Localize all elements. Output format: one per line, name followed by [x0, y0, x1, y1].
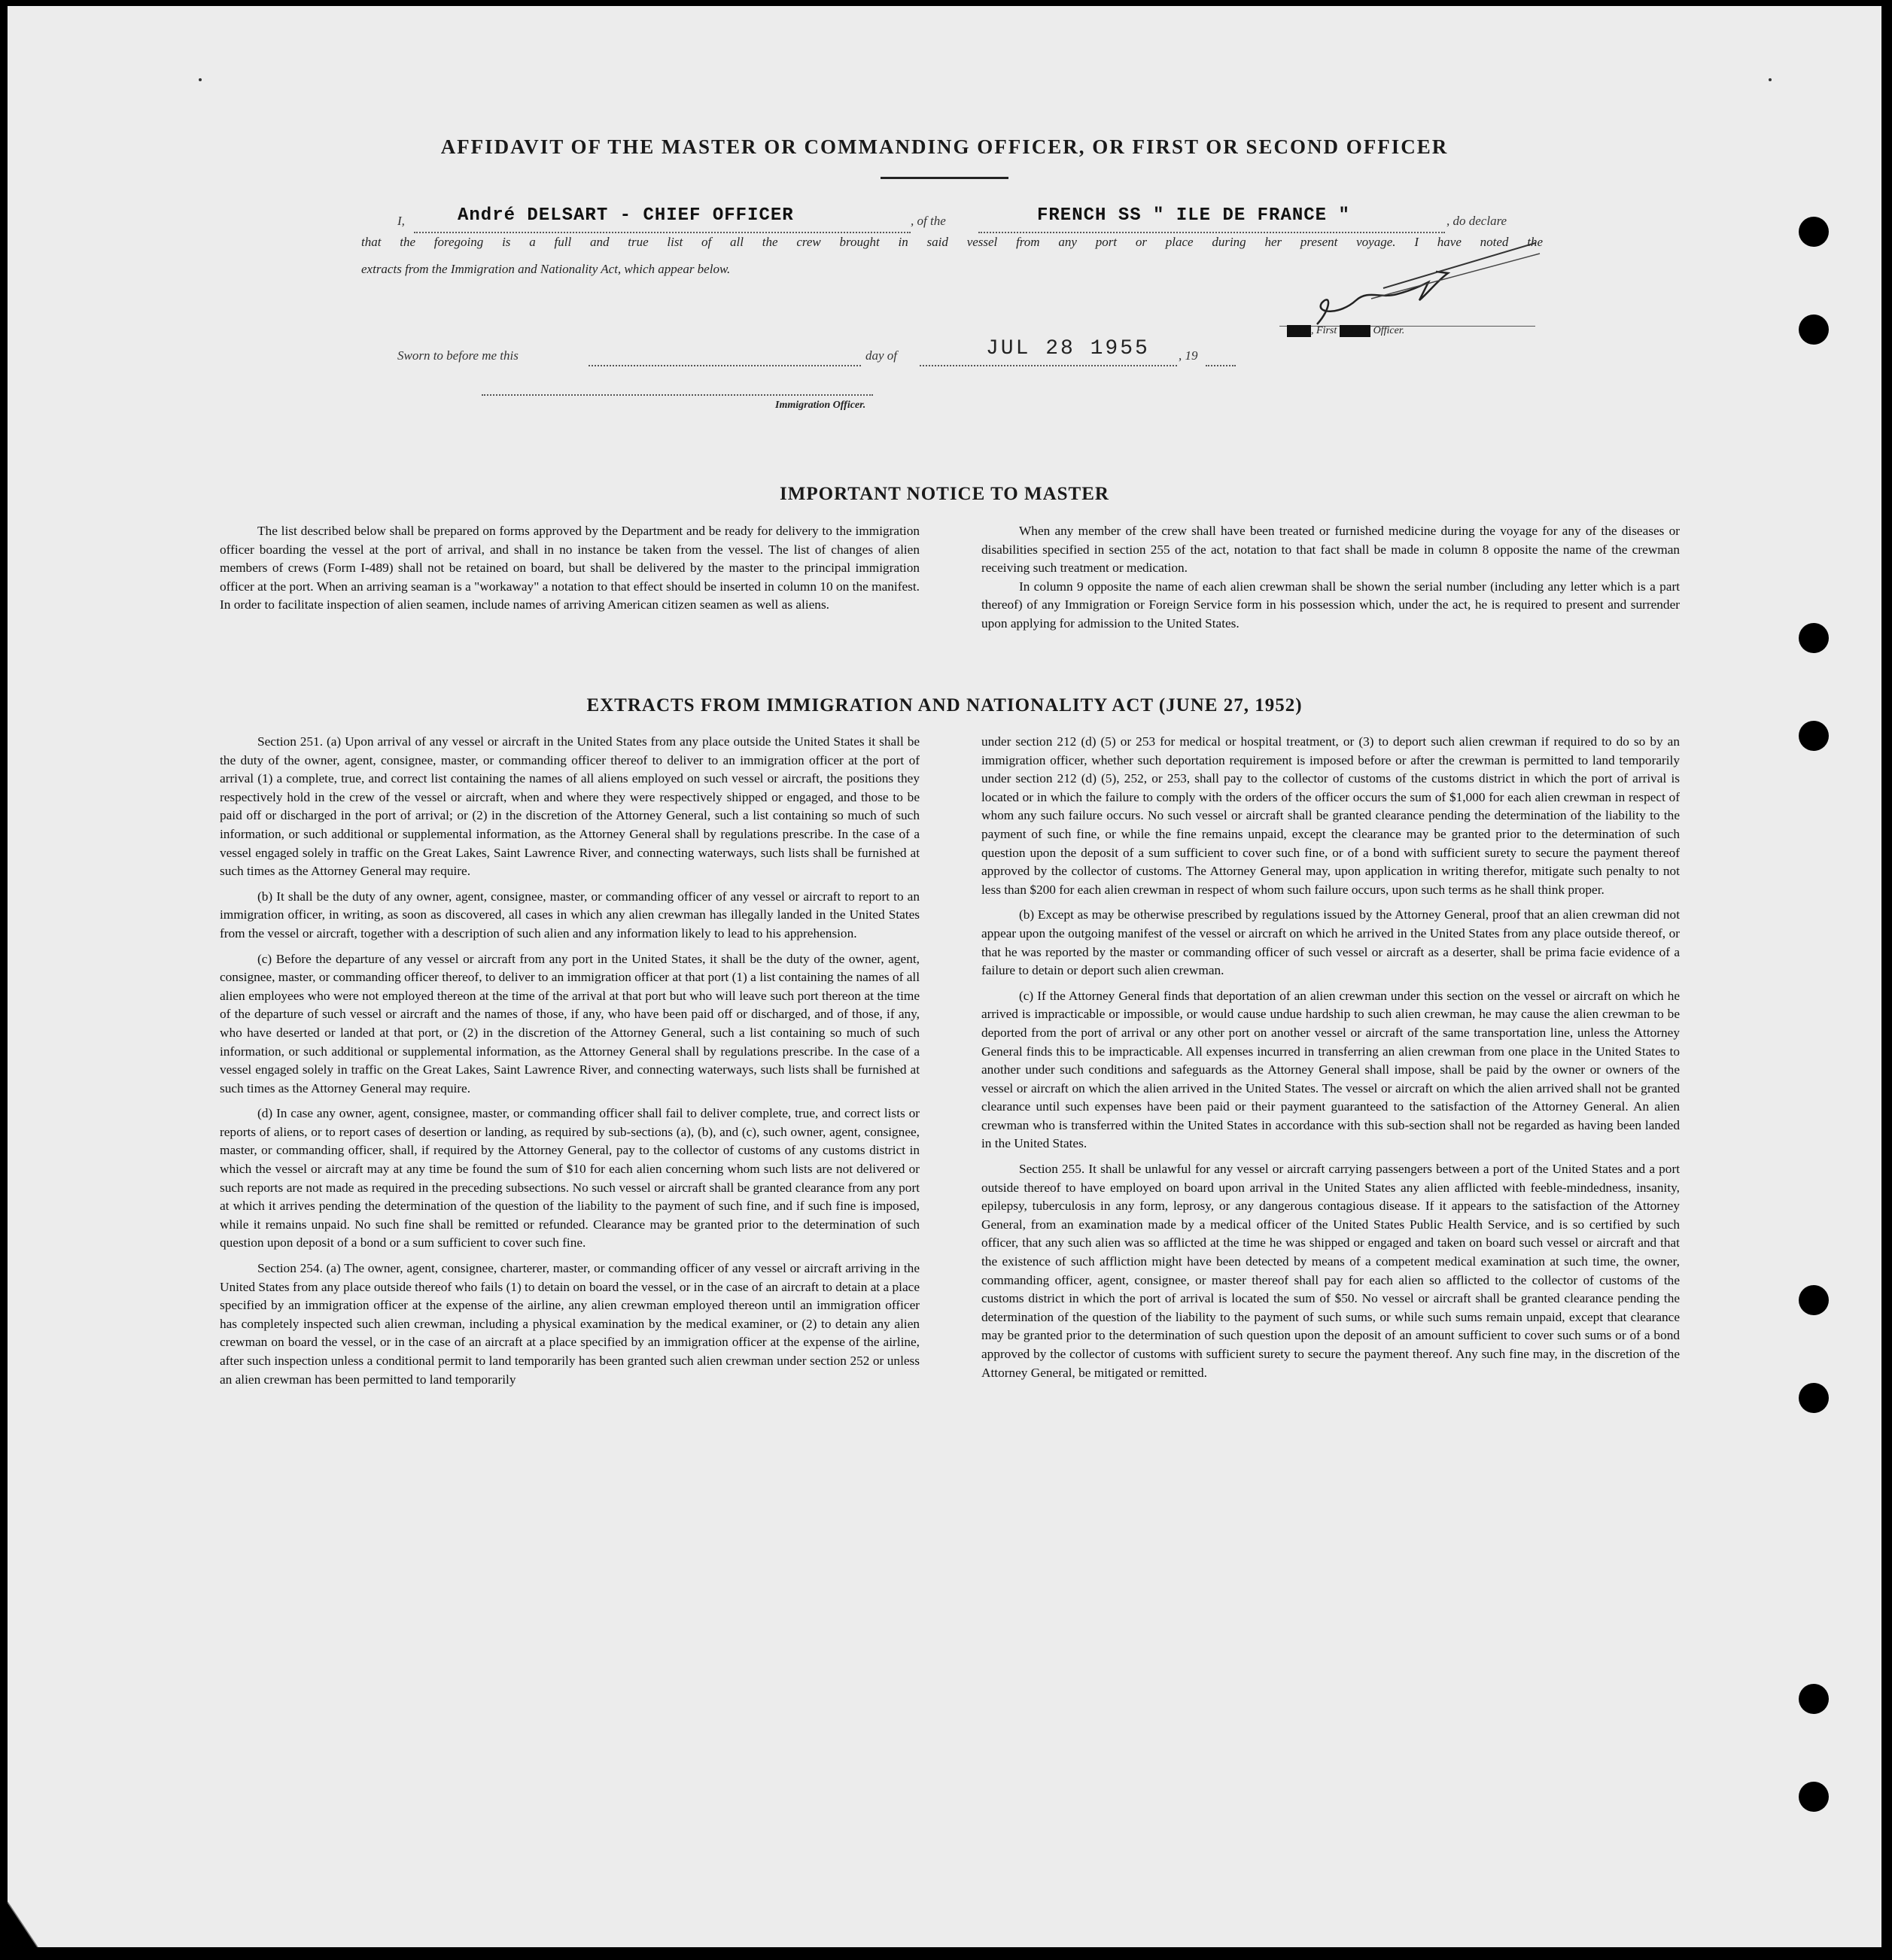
label-officer: Officer. — [1373, 325, 1405, 336]
notice-paragraph: When any member of the crew shall have been treated or furnished medicine during the voyage for any of the diseases or disabilities specified in section 255 of the act, notation to that fact shall be made in column 8 opposite the name of the crewman receiving such treatment or medication. — [981, 524, 1680, 576]
immigration-officer-label: Immigration Officer. — [775, 400, 866, 411]
binder-hole — [1799, 1782, 1829, 1812]
label-do-declare: , do declare — [1446, 214, 1507, 228]
section-251d: (d) In case any owner, agent, consignee, master, or commanding officer shall fail to deliver complete, true, and correct lists or reports of aliens, or to report cases of desertion or landing, as required by sub-sections (a), (b), and (c), such owner, agent, consignee, master, or commanding officer, shall, if required by the Attorney General, pay to the collector of customs of any customs district in which the vessel or aircraft may at any time be found the sum of $10 for each alien concerning whom such lists are not delivered or such reports are not made as required in the preceding subsections. No such vessel or aircraft shall be granted clearance from any port at which it arrives pending the determination of the question of the liability to the payment of such fine, and if such fine is imposed, while it remains unpaid. No such fine shall be remitted or refunded. Clearance may be granted prior to the determination of such question upon deposit of a bond or a sum sufficient to cover such fine. — [220, 1106, 920, 1250]
declaration-line-1: that the foregoing is a full and true list of all the crew brought in said vessel from any port or place during her present voyage. I have noted the — [361, 235, 1543, 249]
page-corner-fold — [8, 1887, 98, 1947]
sworn-day-line — [589, 365, 861, 366]
section-254c: (c) If the Attorney General finds that deportation of an alien crewman under this section on the vessel or aircraft on which he arrived is impracticable or impossible, or would cause undue hardship to such alien crewman, he may cause the alien crewman to be deported from the port of arrival or any other port on another vessel or aircraft of the same transportation line, unless the Attorney General finds this to be impracticable. All expenses incurred in transferring an alien crewman from one place in the United States to another under such conditions and safeguards as the Attorney General shall impose, shall be paid by the owner or owners of the vessel or aircraft on which the alien arrived in the United States. The vessel or aircraft on which the alien arrived shall not be granted clearance until such expenses have been paid or their payment guaranteed to the satisfaction of the Attorney General. An alien crewman who is transferred within the United States in accordance with this sub-section shall not be regarded as having been landed in the United States. — [981, 988, 1680, 1151]
label-first: , First — [1311, 325, 1337, 336]
date-line — [920, 365, 1177, 366]
sworn-label: Sworn to before me this — [397, 348, 519, 363]
corner-mark — [199, 78, 202, 81]
notice-left-column — [220, 522, 920, 621]
binder-hole — [1799, 1684, 1829, 1714]
extracts-right-column — [981, 733, 1680, 1389]
signature — [1287, 236, 1558, 333]
day-of-label: day of — [865, 348, 898, 363]
section-251a: Section 251. (a) Upon arrival of any vessel or aircraft in the United States from any place outside the United States it shall be the duty of the owner, agent, consignee, master, or commanding officer thereof to deliver to an immigration officer at the port of arrival (1) a complete, true, and correct list containing the names of all aliens employed on such vessel or aircraft, the positions they respectively hold in the crew of the vessel or aircraft, when and where they were respectively shipped or engaged, and those to be paid off or discharged in the port of arrival; or (2) in the discretion of the Attorney General, such a list containing so much of such information, or such additional or supplemental information, as the Attorney General shall by regulations prescribe. In the case of a vessel engaged solely in traffic on the Great Lakes, Saint Lawrence River, and connecting waterways, such lists shall be furnished at such times as the Attorney General may require. — [220, 734, 920, 879]
notice-paragraph: In column 9 opposite the name of each alien crewman shall be shown the serial number (including any letter which is a part thereof) of any Immigration or Foreign Service form in his possession which, under the act, he is required to present and surrender upon applying for admission to the United States. — [981, 579, 1680, 631]
binder-hole — [1799, 1285, 1829, 1315]
section-251b: (b) It shall be the duty of any owner, agent, consignee, master, or commanding officer of any vessel or aircraft to report to an immigration officer, in writing, as soon as discovered, all cases in which any alien crewman has illegally landed in the United States from the vessel or aircraft, together with a description of such alien and any information likely to lead to his apprehension. — [220, 889, 920, 940]
binder-hole — [1799, 623, 1829, 653]
notice-title: IMPORTANT NOTICE TO MASTER — [780, 484, 1109, 504]
binder-hole — [1799, 721, 1829, 751]
section-251c: (c) Before the departure of any vessel or aircraft from any port in the United States, it shall be the duty of the owner, agent, consignee, master, or commanding officer thereof, to deliver to an immigration officer at that port (1) a list containing the names of all alien employees who were not employed thereon at the time of the arrival at that port but who will leave such port thereon at the time of the departure of such vessel or aircraft and the names of those, if any, who have been paid off or discharged, and of those, if any, who have deserted or landed at that port, or (2) in the discretion of the Attorney General, such a list containing so much of such information, or such additional or supplemental information, as the Attorney General shall by regulations prescribe. In the case of a vessel engaged solely in traffic on the Great Lakes, Saint Lawrence River, and connecting waterways, such lists shall be furnished at such times as the Attorney General may require. — [220, 951, 920, 1095]
notice-right-column — [981, 522, 1680, 640]
officer-name: André DELSART - CHIEF OFFICER — [458, 205, 794, 226]
binder-hole — [1799, 315, 1829, 345]
label-i: I, — [397, 214, 405, 228]
binder-hole — [1799, 1383, 1829, 1413]
immigration-officer-line — [482, 394, 873, 396]
date-stamp: JUL 28 1955 — [986, 337, 1150, 360]
title-divider — [881, 177, 1008, 179]
extracts-title: EXTRACTS FROM IMMIGRATION AND NATIONALITY ACT (JUNE 27, 1952) — [586, 695, 1303, 716]
notice-paragraph: The list described below shall be prepared on forms approved by the Department and be ready for delivery to the immigration officer boarding the vessel at the port of arrival, and shall in no instance be taken from the vessel. The list of changes of alien members of crews (Form I-489) shall not be retained on board, but shall be delivered by the master to the principal immigration officer at the port. When an arriving seaman is a "workaway" a notation to that effect should be inserted in column 10 on the manifest. In order to facilitate inspection of alien seamen, include names of arriving American citizen seamen as well as aliens. — [220, 524, 920, 612]
corner-mark — [1769, 78, 1772, 81]
document-page — [8, 6, 1881, 1947]
signature-caption — [1287, 325, 1404, 337]
vessel-name: FRENCH SS " ILE DE FRANCE " — [1037, 205, 1350, 226]
year-label: , 19 — [1179, 348, 1198, 363]
redacted-mark: XXX — [1288, 325, 1310, 336]
affidavit-title: AFFIDAVIT OF THE MASTER OR COMMANDING OFFICER, OR FIRST OR SECOND OFFICER — [440, 135, 1449, 158]
redacted-mark: XXXX — [1340, 325, 1370, 336]
section-254b: (b) Except as may be otherwise prescribed by regulations issued by the Attorney General, proof that an alien crewman did not appear upon the outgoing manifest of the vessel or aircraft on which he arrived in the United States from any place outside thereof, or that he was reported by the master or commanding officer of such vessel or aircraft as a deserter, shall be prima facie evidence of a failure to detain or deport such alien crewman. — [981, 907, 1680, 978]
label-of-the: , of the — [911, 214, 946, 228]
section-254a: Section 254. (a) The owner, agent, consignee, charterer, master, or commanding officer of any vessel or aircraft arriving in the United States from any place outside thereof who fails (1) to detain on board the vessel, or in the case of an aircraft to detain at a place specified by an immigration officer at the expense of the airline, any alien crewman employed thereon until an immigration officer has completely inspected such alien crewman, including a physical examination by the medical examiner, or (2) to detain any alien crewman on board the vessel, or in the case of an aircraft at a place specified by an immigration officer at the expense of the airline, after such inspection unless a conditional permit to land temporarily has been granted such alien crewman under section 252 or unless an alien crewman has been permitted to land temporarily — [220, 1261, 920, 1387]
section-254a-continued: under section 212 (d) (5) or 253 for medical or hospital treatment, or (3) to deport such alien crewman if required to do so by an immigration officer, whether such deportation requirement is imposed before or after the crewman is permitted to land temporarily under section 212 (d) (5), 252, or 253, shall pay to the collector of customs of the customs district in which the port of arrival is located or in which the failure to comply with the orders of the officer occurs the sum of $1,000 for each alien crewman in respect of whom any such failure occurs. No such vessel or aircraft shall be granted clearance pending the determination of the liability to the payment of such fine, or while the fine remains unpaid, except the clearance may be granted prior to the determination of such question upon the deposit of a sum sufficient to cover such fine, or of a bond with sufficient surety to secure the payment thereof approved by the collector of customs. The Attorney General may, upon application in writing therefor, mitigate such penalty to not less than $200 for each alien crewman in respect of whom such failure occurs, upon such terms as he shall think proper. — [981, 734, 1680, 897]
year-line — [1206, 365, 1236, 366]
section-255: Section 255. It shall be unlawful for any vessel or aircraft carrying passengers between a port of the United States and a port outside thereof to have employed on board upon arrival in the United States any alien afflicted with feeble-mindedness, insanity, epilepsy, tuberculosis in any form, leprosy, or any dangerous contagious disease. If it appears to the satisfaction of the Attorney General, from an examination made by a medical officer of the United States Public Health Service, and is so certified by such officer, that any such alien was so afflicted at the time he was shipped or engaged and taken on board such vessel or aircraft and that the existence of such affliction might have been detected by means of a competent medical examination at such time, the owner, commanding officer, agent, consignee, or master thereof shall pay for each alien so afflicted to the collector of customs of the customs district in which the port of arrival is located the sum of $50. No vessel or aircraft shall be granted clearance pending the determination of the question of the liability to the payment of such sums, or while such sums remain unpaid, except that clearance may be granted prior to the determination of such question upon the deposit of an amount sufficient to cover such sums or of a bond approved by the collector of customs with sufficient surety to secure the payment thereof. Any such fine may, in the discretion of the Attorney General, be mitigated or remitted. — [981, 1162, 1680, 1380]
binder-hole — [1799, 217, 1829, 247]
extracts-left-column — [220, 733, 920, 1396]
declaration-line-2: extracts from the Immigration and Nationality Act, which appear below. — [361, 262, 731, 276]
